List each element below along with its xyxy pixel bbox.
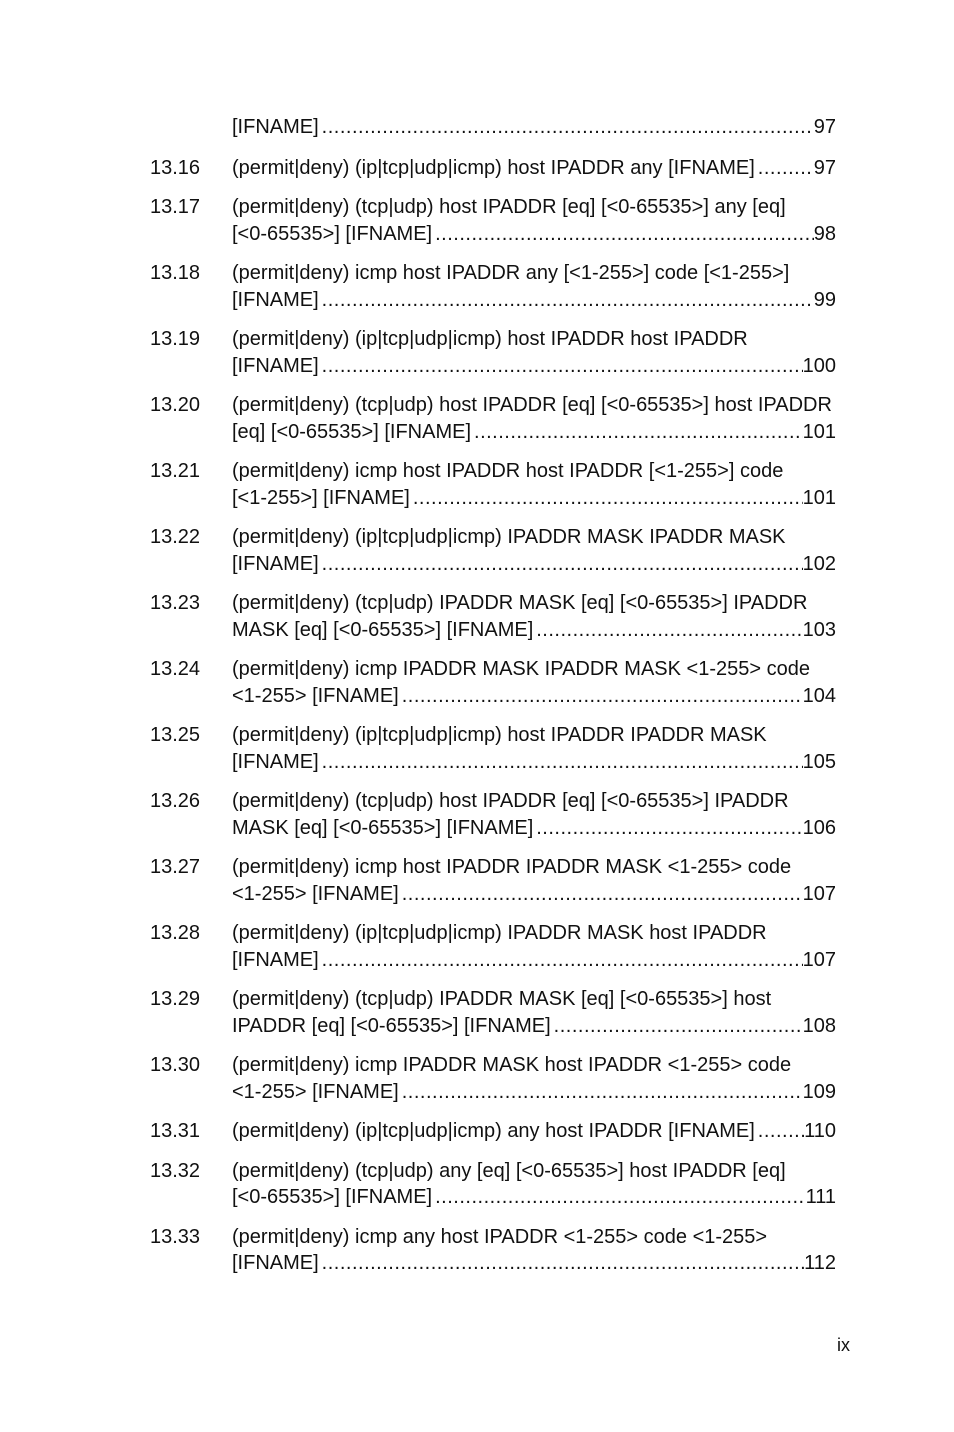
toc-entry-number: 13.33: [150, 1225, 201, 1248]
toc-leader-dots: [471, 419, 803, 446]
toc-entry-text-line: (permit|deny) (tcp|udp) host IPADDR [eq] [<0-65535>] any [eq]: [232, 196, 786, 218]
toc-entry-text: IPADDR [eq] [<0-65535>] [IFNAME]: [232, 1014, 551, 1037]
toc-leader-dots: [755, 1118, 804, 1145]
toc-entry-number: 13.17: [150, 196, 201, 218]
toc-entry-last-line: [232, 551, 836, 578]
toc-entry[interactable]: [150, 722, 836, 775]
toc-entry-text-line: (permit|deny) icmp IPADDR MASK IPADDR MASK <1-255> code: [232, 658, 810, 680]
toc-entry-text: [<1-255>] [IFNAME]: [232, 486, 410, 509]
toc-entry-text: <1-255> [IFNAME]: [232, 882, 399, 905]
toc-leader-dots: [533, 617, 802, 644]
toc-entry-last-line: [232, 221, 836, 248]
toc-leader-dots: [399, 683, 803, 710]
toc-entry-text: [eq] [<0-65535>] [IFNAME]: [232, 420, 472, 443]
toc-leader-dots: [755, 155, 814, 182]
toc-entry-text: [IFNAME]: [232, 750, 319, 773]
toc-entry[interactable]: [150, 458, 836, 511]
toc-entry-text: [IFNAME]: [232, 288, 319, 311]
toc-entry-last-line: [232, 617, 836, 644]
toc-entry-last-line: [232, 155, 836, 182]
toc-entry[interactable]: [150, 392, 836, 445]
toc-leader-dots: [319, 287, 814, 314]
toc-page-number: 107: [802, 882, 836, 905]
toc-entry-body: [232, 1158, 836, 1211]
toc-leader-dots: [551, 1013, 803, 1040]
toc-entry-number: 13.23: [150, 592, 201, 614]
toc-entry-last-line: [232, 1013, 836, 1040]
toc-entry-text-line: (permit|deny) (tcp|udp) IPADDR MASK [eq] [<0-65535>] IPADDR: [232, 592, 808, 614]
toc-entry-body: [232, 260, 836, 313]
toc-entry-text-line: (permit|deny) icmp host IPADDR any [<1-255>] code [<1-255>]: [232, 262, 790, 284]
toc-entry-text-line: (permit|deny) icmp IPADDR MASK host IPADDR <1-255> code: [232, 1054, 792, 1076]
toc-page-number: 112: [804, 1252, 836, 1274]
toc-leader-dots: [399, 881, 803, 908]
toc-entry-number: 13.26: [150, 790, 201, 812]
toc-entry-body: [232, 524, 836, 577]
toc-leader-dots: [319, 749, 803, 776]
toc-entry-last-line: [232, 485, 836, 512]
toc-entry-text-line: (permit|deny) icmp any host IPADDR <1-255> code <1-255>: [232, 1225, 768, 1248]
toc-entry-last-line: [232, 749, 836, 776]
toc-entry-body: [232, 1224, 836, 1277]
toc-entry-last-line: [232, 683, 836, 710]
toc-entry[interactable]: [150, 1158, 836, 1211]
toc-entry-text: (permit|deny) (ip|tcp|udp|icmp) host IPADDR any [IFNAME]: [232, 156, 755, 179]
toc-entry-last-line: [232, 881, 836, 908]
toc-leader-dots: [319, 1250, 804, 1277]
toc-entry-text: [IFNAME]: [232, 1252, 319, 1274]
toc-entry-last-line: [232, 287, 836, 314]
toc-leader-dots: [432, 1184, 805, 1211]
toc-entry[interactable]: [150, 920, 836, 973]
toc-entry-text-line: (permit|deny) (ip|tcp|udp|icmp) host IPADDR host IPADDR: [232, 328, 748, 350]
toc-entry-number: 13.32: [150, 1159, 201, 1182]
toc-entry-body: [232, 326, 836, 379]
toc-entry-body: [232, 920, 836, 973]
toc-page-number: 99: [813, 288, 836, 311]
toc-leader-dots: [410, 485, 803, 512]
toc-entry-text-line: (permit|deny) (ip|tcp|udp|icmp) host IPADDR IPADDR MASK: [232, 724, 767, 746]
toc-entry-number: 13.19: [150, 328, 201, 350]
toc-leader-dots: [432, 221, 814, 248]
toc-entry-text: MASK [eq] [<0-65535>] [IFNAME]: [232, 618, 534, 641]
toc-page-number: 103: [802, 618, 836, 641]
toc-entry-body: [232, 854, 836, 907]
toc-entry[interactable]: [150, 524, 836, 577]
toc-entry-body: [232, 722, 836, 775]
toc-entry-body: [232, 1052, 836, 1105]
toc-entry-body: [232, 788, 836, 841]
toc-entry-body: [232, 114, 836, 141]
toc-page-number: 106: [802, 816, 836, 839]
toc-entry-text-line: (permit|deny) icmp host IPADDR IPADDR MASK <1-255> code: [232, 856, 792, 878]
toc-entry[interactable]: [150, 1118, 836, 1145]
toc-entry-continuation[interactable]: [150, 114, 836, 141]
toc-page-number: 110: [804, 1120, 836, 1142]
toc-entry-number: 13.24: [150, 658, 201, 680]
toc-leader-dots: [533, 815, 802, 842]
toc-page-number: 100: [802, 354, 836, 377]
toc-entry[interactable]: [150, 854, 836, 907]
toc-entry[interactable]: [150, 155, 836, 182]
toc-entry-number: 13.30: [150, 1054, 201, 1076]
toc-entry-text: [IFNAME]: [232, 116, 319, 138]
toc-entry-text-line: (permit|deny) (tcp|udp) host IPADDR [eq] [<0-65535>] host IPADDR: [232, 394, 832, 416]
toc-entry-last-line: [232, 1079, 836, 1106]
toc-entry-text: [IFNAME]: [232, 354, 319, 377]
toc-entry-number: 13.16: [150, 156, 201, 179]
toc-entry-text: <1-255> [IFNAME]: [232, 684, 399, 707]
toc-entry-number: 13.29: [150, 988, 201, 1010]
toc-leader-dots: [319, 114, 814, 141]
toc-entry[interactable]: [150, 326, 836, 379]
toc-entry-text: [IFNAME]: [232, 552, 319, 575]
toc-entry-body: [232, 155, 836, 182]
toc-entry[interactable]: [150, 194, 836, 247]
toc-entry-number: 13.22: [150, 526, 201, 548]
toc-page-number: 97: [813, 156, 836, 179]
toc-entry-text: [<0-65535>] [IFNAME]: [232, 1186, 433, 1208]
toc-entry-body: [232, 1118, 836, 1145]
toc-entry-body: [232, 656, 836, 709]
toc-entry-body: [232, 986, 836, 1039]
toc-page-number: 97: [813, 116, 836, 138]
toc-entry-text-line: (permit|deny) (ip|tcp|udp|icmp) IPADDR MASK IPADDR MASK: [232, 526, 786, 548]
toc-entry[interactable]: [150, 656, 836, 709]
toc-entry[interactable]: [150, 1224, 836, 1277]
toc-entry-last-line: [232, 1184, 836, 1211]
toc-page-number: 111: [805, 1186, 836, 1208]
toc-entry-last-line: [232, 114, 836, 141]
toc-entry-text-line: (permit|deny) icmp host IPADDR host IPADDR [<1-255>] code: [232, 460, 784, 482]
toc-entry-last-line: [232, 1250, 836, 1277]
toc-entry-last-line: [232, 947, 836, 974]
toc-entry-last-line: [232, 353, 836, 380]
toc-entry-number: 13.28: [150, 922, 201, 944]
toc-leader-dots: [319, 353, 803, 380]
toc-entry-text: [<0-65535>] [IFNAME]: [232, 222, 433, 245]
toc-entry[interactable]: [150, 590, 836, 643]
toc-entry-text-line: (permit|deny) (tcp|udp) any [eq] [<0-65535>] host IPADDR [eq]: [232, 1159, 786, 1182]
toc-entry-text-line: (permit|deny) (ip|tcp|udp|icmp) IPADDR MASK host IPADDR: [232, 922, 767, 944]
toc-entry-number: 13.25: [150, 724, 201, 746]
toc-page-number: 98: [813, 222, 836, 245]
toc-page-number: 109: [802, 1080, 836, 1103]
toc-entry-number: 13.31: [150, 1120, 201, 1142]
table-of-contents: [150, 114, 836, 1290]
toc-entry-body: [232, 590, 836, 643]
toc-page-number: 107: [802, 948, 836, 971]
toc-entry-text-line: (permit|deny) (tcp|udp) IPADDR MASK [eq] [<0-65535>] host: [232, 988, 772, 1010]
toc-entry-number: 13.27: [150, 856, 201, 878]
toc-leader-dots: [319, 551, 803, 578]
toc-entry[interactable]: [150, 986, 836, 1039]
toc-page-number: 108: [802, 1014, 836, 1037]
toc-page-number: 101: [802, 486, 836, 509]
toc-page-number: 101: [802, 420, 836, 443]
toc-entry-text: [IFNAME]: [232, 948, 319, 971]
toc-entry-last-line: [232, 815, 836, 842]
toc-entry-number: 13.18: [150, 262, 201, 284]
toc-entry[interactable]: [150, 1052, 836, 1105]
toc-entry[interactable]: [150, 260, 836, 313]
toc-entry[interactable]: [150, 788, 836, 841]
toc-entry-text: (permit|deny) (ip|tcp|udp|icmp) any host IPADDR [IFNAME]: [232, 1120, 755, 1142]
toc-entry-body: [232, 458, 836, 511]
toc-page-number: 104: [802, 684, 836, 707]
toc-entry-number: 13.21: [150, 460, 201, 482]
toc-entry-list: [150, 155, 836, 1277]
toc-entry-last-line: [232, 419, 836, 446]
toc-entry-last-line: [232, 1118, 836, 1145]
toc-entry-text: MASK [eq] [<0-65535>] [IFNAME]: [232, 816, 534, 839]
toc-entry-number: 13.20: [150, 394, 201, 416]
toc-entry-text-line: (permit|deny) (tcp|udp) host IPADDR [eq] [<0-65535>] IPADDR: [232, 790, 789, 812]
toc-entry-body: [232, 194, 836, 247]
toc-entry-text: <1-255> [IFNAME]: [232, 1080, 399, 1103]
page-folio: ix: [837, 1335, 850, 1355]
toc-page-number: 102: [802, 552, 836, 575]
toc-entry-body: [232, 392, 836, 445]
toc-leader-dots: [319, 947, 803, 974]
toc-leader-dots: [399, 1079, 803, 1106]
toc-page-number: 105: [802, 750, 836, 773]
